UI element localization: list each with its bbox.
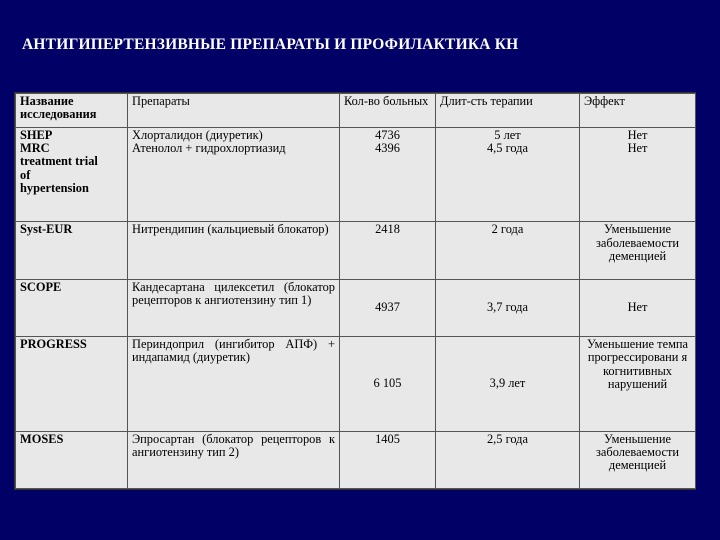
study-cell: MOSES: [16, 431, 128, 488]
duration-cell: [436, 128, 580, 222]
study-name: hypertension: [20, 180, 89, 195]
count-value: 4396: [375, 141, 400, 156]
count-cell: 4937: [340, 279, 436, 336]
study-cell: PROGRESS: [16, 337, 128, 431]
effect-value: Нет: [627, 128, 648, 142]
slide-title: АНТИГИПЕРТЕНЗИВНЫЕ ПРЕПАРАТЫ И ПРОФИЛАКТИКА КН: [22, 36, 519, 53]
drug-cell: Нитрендипин (кальциевый блокатор): [128, 222, 340, 279]
header-drugs: Препараты: [128, 94, 340, 128]
effect-cell: Уменьшение темпа прогрессировани я когнитивных нарушений: [580, 337, 696, 431]
header-count: Кол-во больных: [340, 94, 436, 128]
study-cell: [16, 128, 128, 222]
study-cell: Syst-EUR: [16, 222, 128, 279]
table-header-row: [16, 94, 696, 128]
effect-cell: Уменьшение заболеваемости деменцией: [580, 431, 696, 488]
duration-cell: 2,5 года: [436, 431, 580, 488]
study-name: MRC: [20, 141, 50, 156]
drug-cell: Периндоприл (ингибитор АПФ) + индапамид (диуретик): [128, 337, 340, 431]
duration-cell: 3,9 лет: [436, 337, 580, 431]
header-duration: Длит-сть терапии: [436, 94, 580, 128]
count-value: 4736: [375, 128, 400, 142]
effect-cell: Нет: [580, 279, 696, 336]
table-row: [16, 222, 696, 279]
count-cell: [340, 128, 436, 222]
table-row: [16, 128, 696, 222]
duration-value: 4,5 года: [486, 141, 528, 156]
header-study: Название исследования: [16, 94, 128, 128]
study-name: SHEP: [20, 128, 53, 142]
drug-line: Хлорталидон (диуретик): [132, 128, 263, 142]
duration-cell: 2 года: [436, 222, 580, 279]
table-row: [16, 431, 696, 488]
drug-cell: Эпросартан (блокатор рецепторов к ангиотензину тип 2): [128, 431, 340, 488]
table-row: [16, 279, 696, 336]
duration-value: 5 лет: [494, 128, 521, 142]
count-cell: 2418: [340, 222, 436, 279]
duration-cell: 3,7 года: [436, 279, 580, 336]
study-name: treatment trial: [20, 154, 98, 169]
effect-cell: [580, 128, 696, 222]
count-cell: 1405: [340, 431, 436, 488]
studies-table: [14, 92, 696, 490]
effect-cell: Уменьшение заболеваемости деменцией: [580, 222, 696, 279]
drug-cell: Кандесартана цилексетил (блокатор рецепторов к ангиотензину тип 1): [128, 279, 340, 336]
study-name: of: [20, 167, 31, 182]
header-effect: Эффект: [580, 94, 696, 128]
drug-line: Атенолол + гидрохлортиазид: [132, 141, 286, 156]
table-row: [16, 337, 696, 431]
study-cell: SCOPE: [16, 279, 128, 336]
count-cell: 6 105: [340, 337, 436, 431]
effect-value: Нет: [627, 141, 648, 156]
drug-cell: [128, 128, 340, 222]
